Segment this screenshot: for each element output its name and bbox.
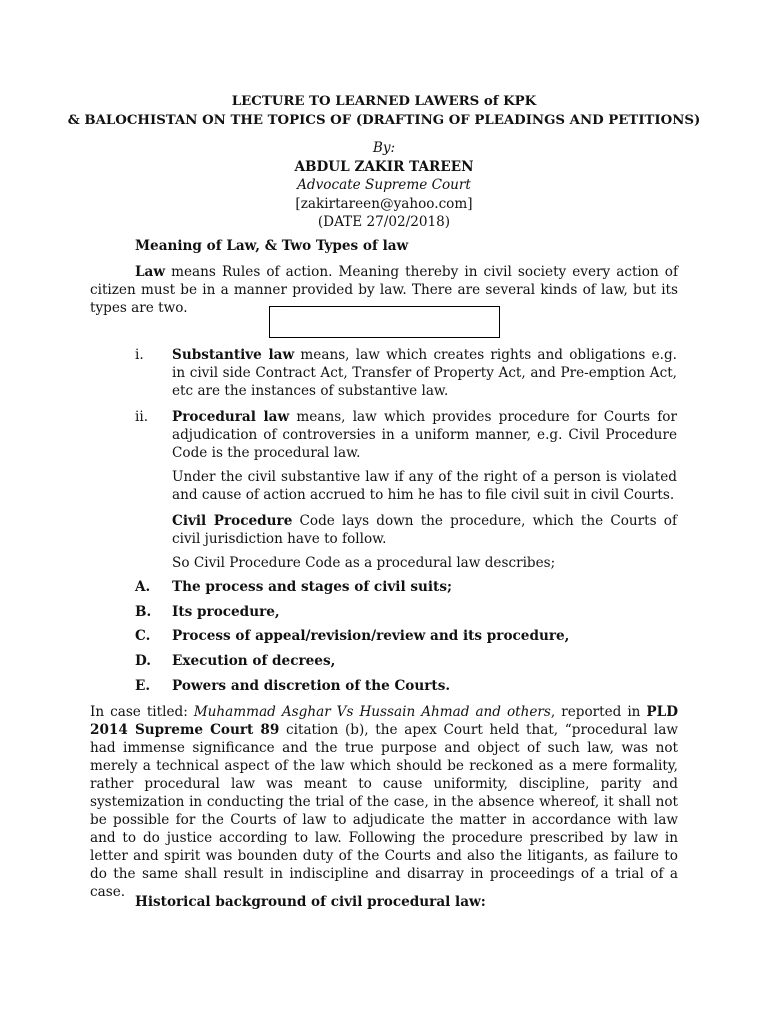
describes-letter-b: B. xyxy=(135,604,152,620)
procedural-law-text: means, law which provides procedure for Courts for adjudication of controversies in a uniform manner, e.g. Civil Procedure Code is the procedural law. xyxy=(172,409,677,461)
describes-item-d: Execution of decrees, xyxy=(172,653,336,669)
case-holding-text: citation (b), the apex Court held that, “procedural law had immense significance and the true purpose and object of such law, was not merely a technical aspect of the law which should be reckoned as a mere formality, rather procedural law was meant to cause uniformity, discipline, parity and systemization in conducting the trial of the case, in the absence whereof, it shall not be possible for the Courts of law to adjudicate the matter in accordance with law and to do justice according to law. Following the procedure prescribed by law in letter and spirit was bounden duty of the Courts and also the litigants, as failure to do the same shall result in indiscipline and disarray in proceedings of a trial of a case. xyxy=(90,722,678,900)
substantive-law-item xyxy=(172,346,677,400)
substantive-law-term: Substantive law xyxy=(172,347,295,363)
case-citation: PLD 2014 Supreme Court 89 xyxy=(90,704,678,738)
civil-procedure-term: Civil Procedure xyxy=(172,513,293,529)
describes-item-a: The process and stages of civil suits; xyxy=(172,579,452,595)
title-line-1: LECTURE TO LEARNED LAWERS of KPK xyxy=(231,94,537,109)
type-number-2: ii. xyxy=(135,409,149,425)
by-label: By: xyxy=(372,140,396,156)
law-term: Law xyxy=(135,264,166,280)
case-title: Muhammad Asghar Vs Hussain Ahmad and others xyxy=(193,704,551,720)
author-designation: Advocate Supreme Court xyxy=(297,177,471,193)
document-header xyxy=(60,93,708,232)
describes-letter-e: E. xyxy=(135,678,151,694)
case-law-paragraph xyxy=(90,703,678,901)
describes-item-b: Its procedure, xyxy=(172,604,280,620)
author-email: [zakirtareen@yahoo.com] xyxy=(295,195,473,212)
embedded-image-box xyxy=(269,306,500,338)
procedural-law-term: Procedural law xyxy=(172,409,290,425)
procedural-law-item xyxy=(172,408,677,462)
title-line-2: & BALOCHISTAN ON THE TOPICS OF (DRAFTING OF PLEADINGS AND PETITIONS) xyxy=(67,112,701,128)
type-number-1: i. xyxy=(135,347,144,363)
law-definition-text: means Rules of action. Meaning thereby in civil society every action of citizen must be in a manner provided by law. There are several kinds of law, but its types are two. xyxy=(90,264,678,316)
describes-item-c: Process of appeal/revision/review and its procedure, xyxy=(172,628,570,644)
document-date: (DATE 27/02/2018) xyxy=(317,214,451,230)
describes-letter-d: D. xyxy=(135,653,152,669)
substantive-law-text: means, law which creates rights and obligations e.g. in civil side Contract Act, Transfer of Property Act, and Pre-emption Act, etc are the instances of substantive law. xyxy=(172,347,677,399)
box-tiny-text: · · · · · · · · xyxy=(273,307,288,311)
civil-procedure-paragraph xyxy=(172,512,677,548)
case-lead-text: In case titled: xyxy=(90,704,194,720)
under-civil-substantive-paragraph: Under the civil substantive law if any of the right of a person is violated and cause of action accrued to him he has to file civil suit in civil Courts. xyxy=(172,469,677,503)
describes-letter-c: C. xyxy=(135,628,151,644)
author-name: ABDUL ZAKIR TAREEN xyxy=(294,158,474,175)
case-mid-text: , reported in xyxy=(550,704,647,720)
describes-item-e: Powers and discretion of the Courts. xyxy=(172,678,451,694)
describes-letter-a: A. xyxy=(135,579,151,595)
section-heading-historical-background: Historical background of civil procedural law: xyxy=(135,894,486,910)
civil-procedure-text: Code lays down the procedure, which the Courts of civil jurisdiction have to follow. xyxy=(172,513,677,547)
procedural-law-describes-paragraph: So Civil Procedure Code as a procedural law describes; xyxy=(172,555,556,571)
section-heading-meaning-of-law: Meaning of Law, & Two Types of law xyxy=(135,238,409,254)
